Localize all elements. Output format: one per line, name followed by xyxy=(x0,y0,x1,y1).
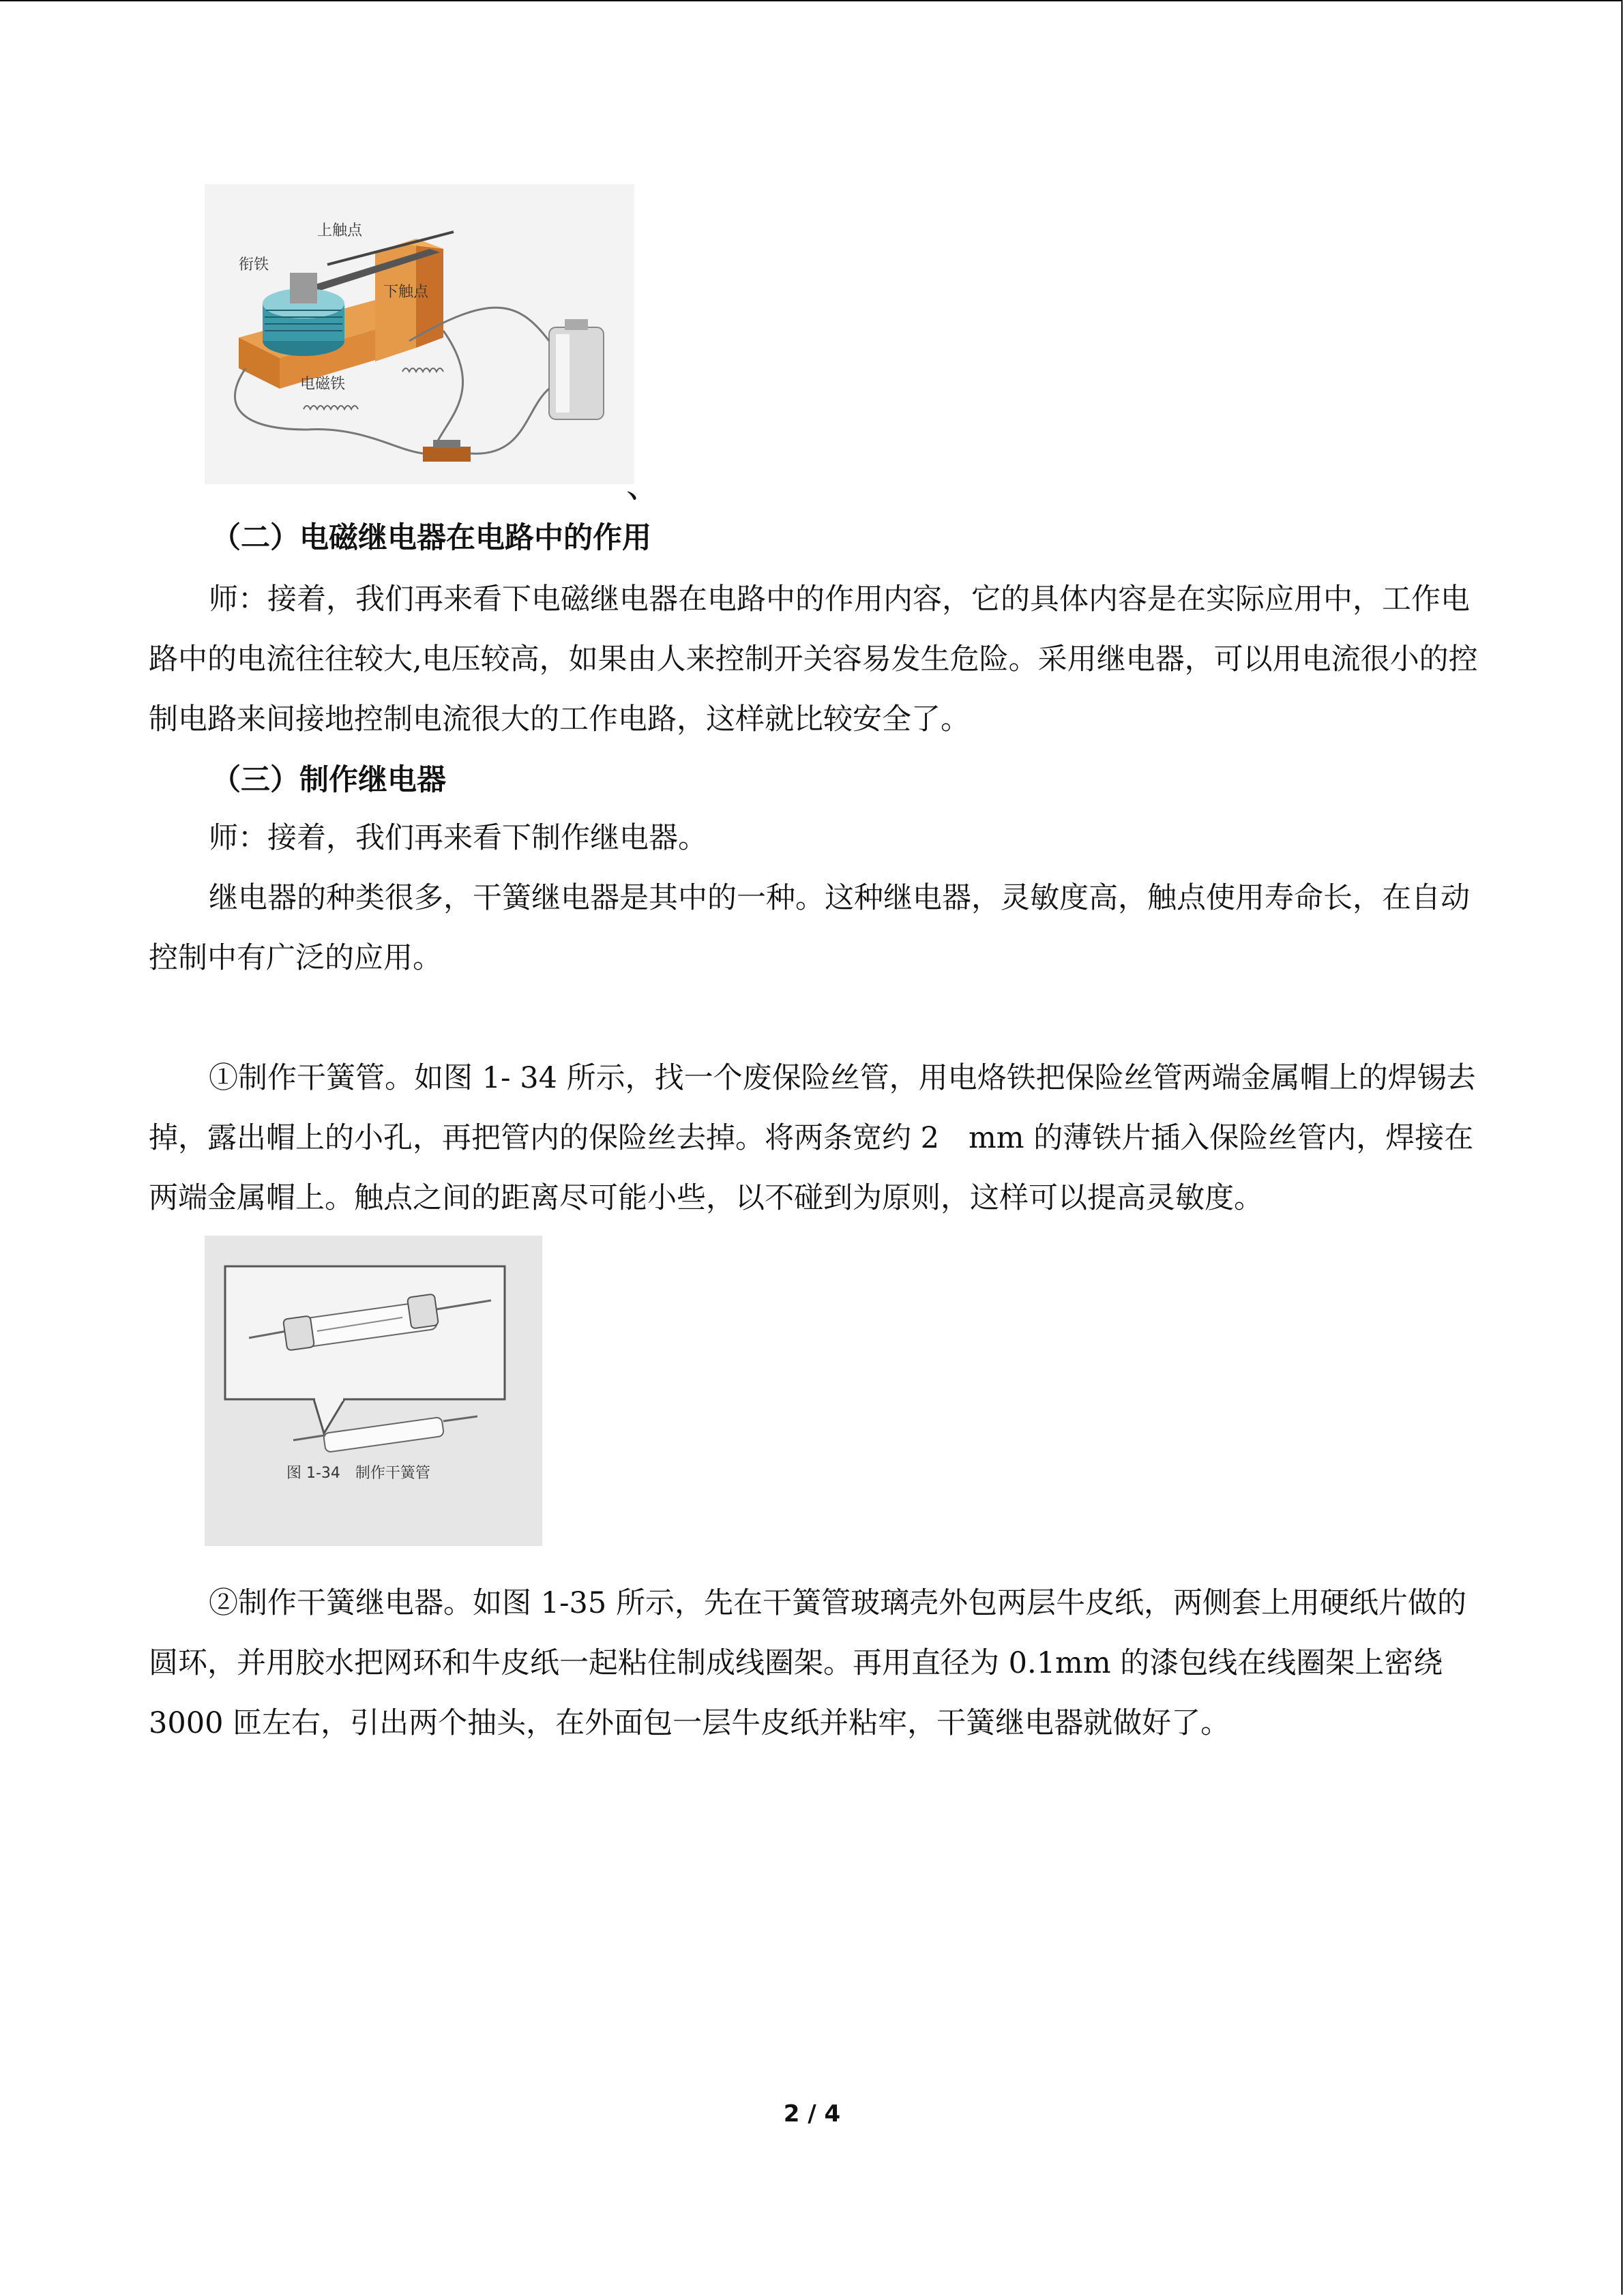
page-number: 2 / 4 xyxy=(783,2100,841,2128)
reed-switch-figure xyxy=(205,1236,542,1546)
paragraph-reed-relay: 继电器的种类很多，干簧继电器是其中的一种。这种继电器，灵敏度高，触点使用寿命长，在自动控制中有广泛的应用。 xyxy=(149,881,1470,975)
paragraph-intro: 师：接着，我们再来看下制作继电器。 xyxy=(209,821,707,855)
figure-caption: 图 1-34 制作干簧管 xyxy=(286,1465,430,1482)
relay-illustration xyxy=(205,184,634,484)
section-heading-make-relay: （三）制作继电器 xyxy=(211,763,446,797)
paragraph-relay-role: 师：接着，我们再来看下电磁继电器在电路中的作用内容，它的具体内容是在实际应用中，工作电路中的电流往往较大,电压较高，如果由人来控制开关容易发生危险。采用继电器，可以用电流很小的控制电路来间接地控制电流很大的工作电路，这样就比较安全了。 xyxy=(149,582,1478,736)
upper-contact-label: 上触点 xyxy=(317,222,363,239)
paragraph-make-reed-switch: ①制作干簧管。如图 1- 34 所示，找一个废保险丝管，用电烙铁把保险丝管两端金属帽上的焊锡去掉，露出帽上的小孔，再把管内的保险丝去掉。将两条宽约 2 mm 的薄铁片插入保险丝管内，焊接在两端金属帽上。触点之间的距离尽可能小些，以不碰到为原则，这样可以提高灵敏度。 xyxy=(149,1061,1476,1215)
lower-contact-label: 下触点 xyxy=(383,284,429,301)
relay-figure xyxy=(205,184,634,484)
armature-label: 衔铁 xyxy=(239,256,269,273)
stray-mark: 、 xyxy=(626,466,660,505)
electromagnet-label: 电磁铁 xyxy=(300,376,346,393)
section-heading-relay-role: （二）电磁继电器在电路中的作用 xyxy=(211,521,651,555)
paragraph-make-reed-relay: ②制作干簧继电器。如图 1-35 所示，先在干簧管玻璃壳外包两层牛皮纸，两侧套上用硬纸片做的圆环，并用胶水把网环和牛皮纸一起粘住制成线圈架。再用直径为 0.1mm 的漆包线在线圈架上密绕 3000 匝左右，引出两个抽头，在外面包一层牛皮纸并粘牢，干簧继电器就做好了。 xyxy=(149,1586,1466,1740)
reed-switch-illustration xyxy=(205,1236,542,1546)
